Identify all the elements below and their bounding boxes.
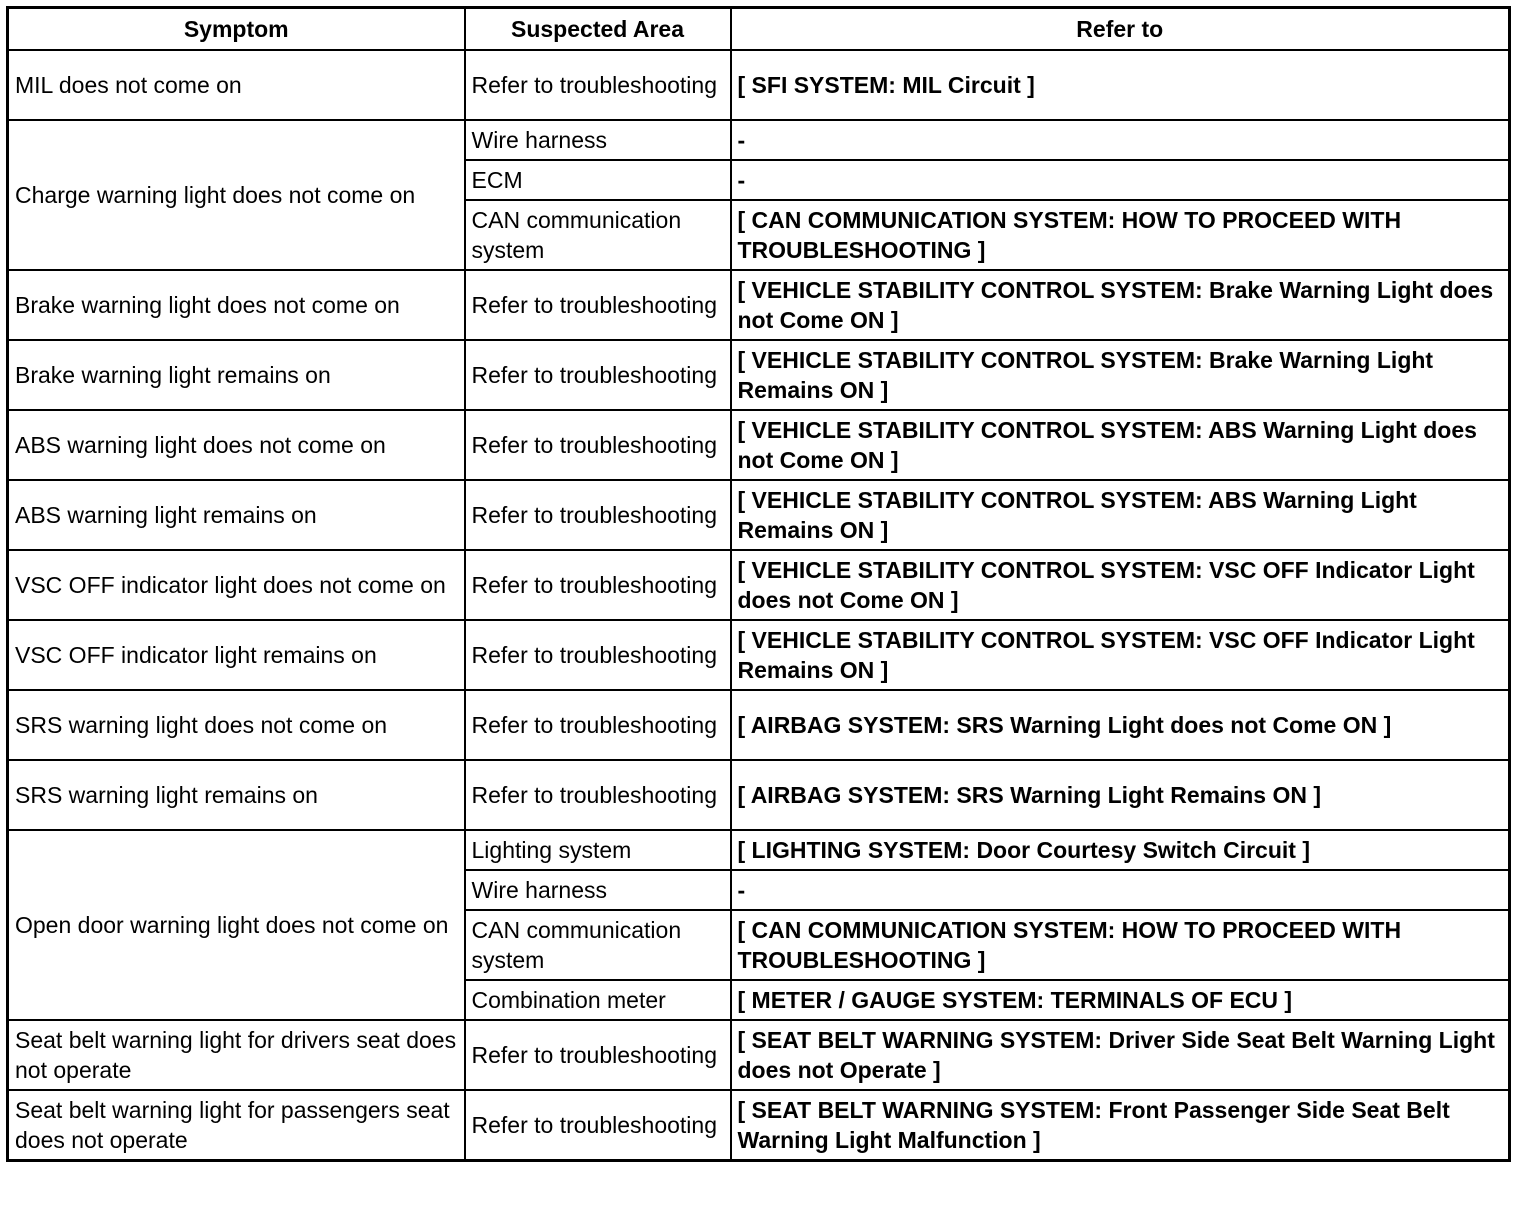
table-row xyxy=(8,1090,1510,1160)
table-row xyxy=(8,50,1510,120)
table-row xyxy=(8,620,1510,690)
symptom-table xyxy=(6,6,1511,1162)
table-row xyxy=(8,830,1510,870)
area-cell: Refer to troubleshooting xyxy=(465,760,731,830)
area-cell: Refer to troubleshooting xyxy=(465,340,731,410)
header-refer-to: Refer to xyxy=(731,8,1510,51)
symptom-cell: Brake warning light does not come on xyxy=(8,270,465,340)
refer-cell: [ VEHICLE STABILITY CONTROL SYSTEM: ABS Warning Light does not Come ON ] xyxy=(731,410,1510,480)
refer-cell: [ SEAT BELT WARNING SYSTEM: Driver Side Seat Belt Warning Light does not Operate ] xyxy=(731,1020,1510,1090)
table-row xyxy=(8,550,1510,620)
refer-cell: [ METER / GAUGE SYSTEM: TERMINALS OF ECU ] xyxy=(731,980,1510,1020)
symptom-cell: VSC OFF indicator light does not come on xyxy=(8,550,465,620)
symptom-cell: Charge warning light does not come on xyxy=(8,120,465,270)
symptom-cell: ABS warning light does not come on xyxy=(8,410,465,480)
symptom-cell: MIL does not come on xyxy=(8,50,465,120)
refer-cell: [ SFI SYSTEM: MIL Circuit ] xyxy=(731,50,1510,120)
refer-cell: [ VEHICLE STABILITY CONTROL SYSTEM: ABS Warning Light Remains ON ] xyxy=(731,480,1510,550)
refer-cell: [ AIRBAG SYSTEM: SRS Warning Light does not Come ON ] xyxy=(731,690,1510,760)
refer-cell: [ CAN COMMUNICATION SYSTEM: HOW TO PROCEED WITH TROUBLESHOOTING ] xyxy=(731,200,1510,270)
area-cell: Refer to troubleshooting xyxy=(465,1090,731,1160)
table-row xyxy=(8,410,1510,480)
area-cell: Refer to troubleshooting xyxy=(465,410,731,480)
symptom-cell: ABS warning light remains on xyxy=(8,480,465,550)
area-cell: Refer to troubleshooting xyxy=(465,480,731,550)
refer-cell: [ LIGHTING SYSTEM: Door Courtesy Switch Circuit ] xyxy=(731,830,1510,870)
area-cell: Refer to troubleshooting xyxy=(465,50,731,120)
table-row xyxy=(8,340,1510,410)
header-suspected-area: Suspected Area xyxy=(465,8,731,51)
refer-cell: [ CAN COMMUNICATION SYSTEM: HOW TO PROCEED WITH TROUBLESHOOTING ] xyxy=(731,910,1510,980)
refer-cell: [ SEAT BELT WARNING SYSTEM: Front Passenger Side Seat Belt Warning Light Malfunction ] xyxy=(731,1090,1510,1160)
area-cell: Refer to troubleshooting xyxy=(465,620,731,690)
area-cell: Refer to troubleshooting xyxy=(465,270,731,340)
symptom-cell: Seat belt warning light for passengers seat does not operate xyxy=(8,1090,465,1160)
refer-cell: [ AIRBAG SYSTEM: SRS Warning Light Remains ON ] xyxy=(731,760,1510,830)
symptom-cell: Brake warning light remains on xyxy=(8,340,465,410)
area-cell: Combination meter xyxy=(465,980,731,1020)
symptom-cell: SRS warning light remains on xyxy=(8,760,465,830)
refer-cell: - xyxy=(731,160,1510,200)
symptom-cell: Open door warning light does not come on xyxy=(8,830,465,1020)
area-cell: Lighting system xyxy=(465,830,731,870)
area-cell: ECM xyxy=(465,160,731,200)
area-cell: Refer to troubleshooting xyxy=(465,690,731,760)
table-row xyxy=(8,1020,1510,1090)
table-row xyxy=(8,690,1510,760)
symptom-cell: VSC OFF indicator light remains on xyxy=(8,620,465,690)
table-row xyxy=(8,760,1510,830)
table-row xyxy=(8,270,1510,340)
refer-cell: [ VEHICLE STABILITY CONTROL SYSTEM: Brake Warning Light Remains ON ] xyxy=(731,340,1510,410)
refer-cell: - xyxy=(731,870,1510,910)
header-symptom: Symptom xyxy=(8,8,465,51)
area-cell: CAN communication system xyxy=(465,200,731,270)
table-row xyxy=(8,120,1510,160)
header-row xyxy=(8,8,1510,51)
refer-cell: [ VEHICLE STABILITY CONTROL SYSTEM: Brake Warning Light does not Come ON ] xyxy=(731,270,1510,340)
table-row xyxy=(8,480,1510,550)
symptom-cell: SRS warning light does not come on xyxy=(8,690,465,760)
area-cell: CAN communication system xyxy=(465,910,731,980)
symptom-cell: Seat belt warning light for drivers seat does not operate xyxy=(8,1020,465,1090)
refer-cell: - xyxy=(731,120,1510,160)
refer-cell: [ VEHICLE STABILITY CONTROL SYSTEM: VSC OFF Indicator Light does not Come ON ] xyxy=(731,550,1510,620)
area-cell: Wire harness xyxy=(465,120,731,160)
area-cell: Refer to troubleshooting xyxy=(465,550,731,620)
area-cell: Refer to troubleshooting xyxy=(465,1020,731,1090)
area-cell: Wire harness xyxy=(465,870,731,910)
refer-cell: [ VEHICLE STABILITY CONTROL SYSTEM: VSC OFF Indicator Light Remains ON ] xyxy=(731,620,1510,690)
